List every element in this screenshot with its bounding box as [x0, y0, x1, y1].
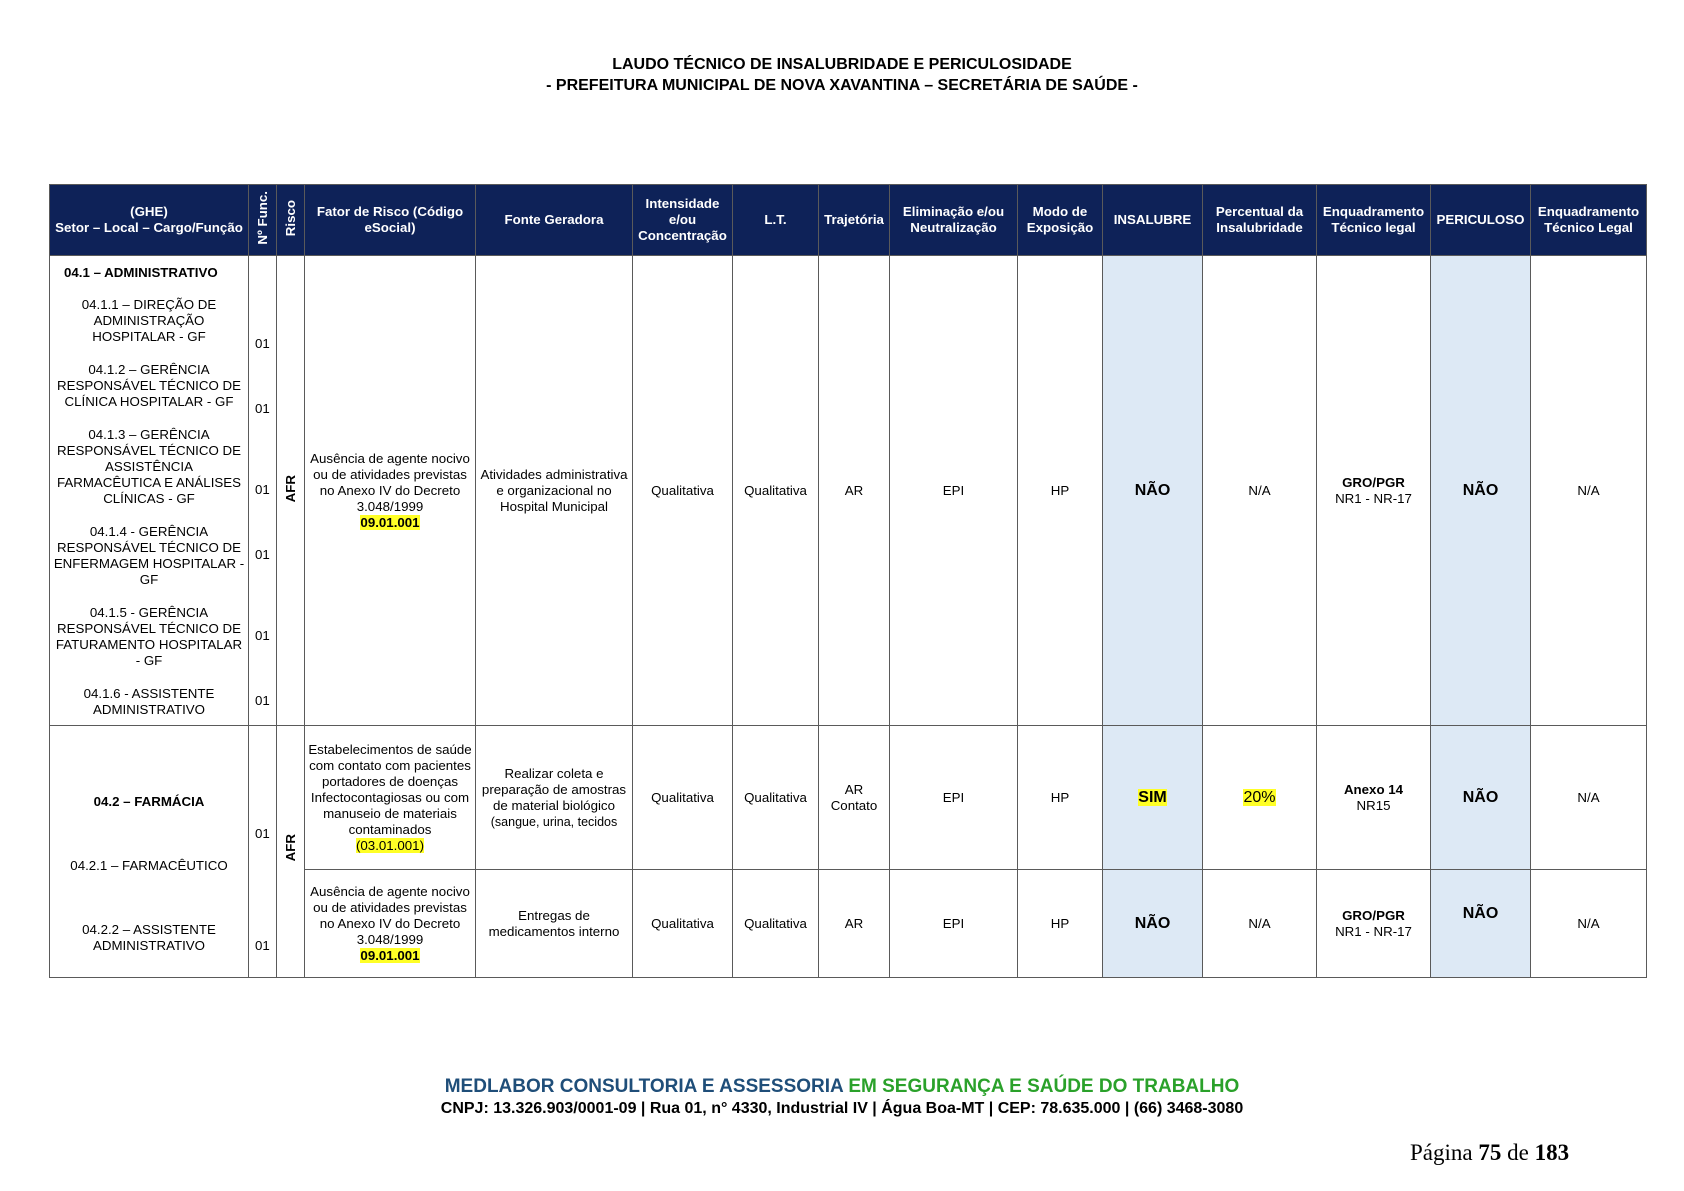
employee-count: 01	[255, 693, 270, 708]
periculoso-cell: NÃO	[1431, 726, 1531, 870]
col-eliminacao: Eliminação e/ou Neutralização	[890, 185, 1018, 256]
fator-cell	[305, 256, 476, 726]
page-current: 75	[1478, 1140, 1502, 1165]
col-fator: Fator de Risco (Código eSocial)	[305, 185, 476, 256]
intensidade-cell: Qualitativa	[633, 256, 733, 726]
insalubre-cell: NÃO	[1103, 870, 1203, 978]
job-title: 04.1.4 - GERÊNCIA RESPONSÁVEL TÉCNICO DE ENFERMAGEM HOSPITALAR - GF	[53, 523, 245, 587]
company-tagline: EM SEGURANÇA E SAÚDE DO TRABALHO	[848, 1076, 1240, 1097]
enquadramento-cell	[1317, 726, 1431, 870]
table-row	[50, 726, 1647, 870]
job-title: 04.1.1 – DIREÇÃO DE ADMINISTRAÇÃO HOSPITALAR - GF	[81, 296, 217, 344]
col-lt: L.T.	[733, 185, 819, 256]
employee-count: 01	[255, 826, 270, 841]
trajetoria-cell	[819, 726, 890, 870]
fator-text: Estabelecimentos de saúde com contato com pacientes portadores de doenças Infectocontagiosas ou com manuseio de materiais contaminados	[308, 741, 472, 837]
col-periculoso: PERICULOSO	[1431, 185, 1531, 256]
document-header	[0, 54, 1684, 96]
employee-count: 01	[255, 482, 270, 497]
sector-title: 04.2 – FARMÁCIA	[93, 794, 205, 809]
footer-company	[0, 1076, 1684, 1098]
col-nfunc: Nº Func.	[249, 185, 277, 256]
risk-code: AFR	[282, 834, 298, 862]
modo-cell: HP	[1018, 726, 1103, 870]
table-row	[50, 256, 1647, 726]
periculoso-cell: NÃO	[1431, 256, 1531, 726]
fonte-cell	[476, 726, 633, 870]
insalubre-value: SIM	[1138, 788, 1167, 806]
page-label: Página	[1410, 1140, 1473, 1165]
enquadramento-sub: NR15	[1356, 797, 1391, 813]
col-ghe: (GHE) Setor – Local – Cargo/Função	[50, 185, 249, 256]
fator-text: Ausência de agente nocivo ou de atividades previstas no Anexo IV do Decreto 3.048/1999	[310, 883, 470, 947]
col-insalubre: INSALUBRE	[1103, 185, 1203, 256]
eliminacao-cell: EPI	[890, 870, 1018, 978]
fator-cell	[305, 726, 476, 870]
fonte-cell: Entregas de medicamentos interno	[476, 870, 633, 978]
employee-count: 01	[255, 336, 270, 351]
col-trajetoria: Trajetória	[819, 185, 890, 256]
lt-cell: Qualitativa	[733, 870, 819, 978]
employee-count: 01	[255, 547, 270, 562]
col-percentual: Percentual da Insalubridade	[1203, 185, 1317, 256]
page-of: de	[1507, 1140, 1529, 1165]
footer-address: CNPJ: 13.326.903/0001-09 | Rua 01, n° 4330, Industrial IV | Água Boa-MT | CEP: 78.635.000 | (66) 3468-3080	[440, 1100, 1244, 1117]
risco-cell	[277, 256, 305, 726]
nfunc-cell	[249, 256, 277, 726]
esocial-code: 09.01.001	[360, 514, 420, 530]
fator-text: Ausência de agente nocivo ou de atividades previstas no Anexo IV do Decreto 3.048/1999	[310, 450, 470, 514]
col-enquadramento: Enquadramento Técnico legal	[1317, 185, 1431, 256]
enquadramento-legal-cell: N/A	[1531, 870, 1647, 978]
job-title: 04.2.2 – ASSISTENTE ADMINISTRATIVO	[82, 922, 216, 953]
modo-cell: HP	[1018, 870, 1103, 978]
enquadramento-sub: NR1 - NR-17	[1335, 923, 1412, 939]
col-enquadramento-legal: Enquadramento Técnico Legal	[1531, 185, 1647, 256]
job-title: 04.1.3 – GERÊNCIA RESPONSÁVEL TÉCNICO DE ASSISTÊNCIA FARMACÊUTICA E ANÁLISES CLÍNICAS - GF	[57, 426, 241, 506]
page-number	[1410, 1140, 1569, 1166]
document-title: LAUDO TÉCNICO DE INSALUBRIDADE E PERICULOSIDADE	[612, 56, 1072, 73]
fonte-detail: (sangue, urina, tecidos	[490, 814, 618, 829]
percentual-value: 20%	[1243, 788, 1276, 806]
esocial-code: 09.01.001	[360, 947, 420, 963]
enquadramento-main: GRO/PGR	[1342, 474, 1405, 490]
trajetoria-cell: AR	[819, 870, 890, 978]
enquadramento-main: GRO/PGR	[1342, 907, 1405, 923]
table-header-row	[50, 185, 1647, 256]
ghe-cell	[50, 726, 249, 978]
lt-cell: Qualitativa	[733, 726, 819, 870]
employee-count: 01	[255, 938, 270, 953]
eliminacao-cell: EPI	[890, 256, 1018, 726]
employee-count: 01	[255, 401, 270, 416]
insalubre-cell: NÃO	[1103, 256, 1203, 726]
fonte-text: Realizar coleta e preparação de amostras de material biológico	[481, 765, 627, 813]
enquadramento-cell	[1317, 256, 1431, 726]
col-modo: Modo de Exposição	[1018, 185, 1103, 256]
nfunc-cell	[249, 726, 277, 978]
fator-cell	[305, 870, 476, 978]
eliminacao-cell: EPI	[890, 726, 1018, 870]
percentual-cell: N/A	[1203, 256, 1317, 726]
enquadramento-cell	[1317, 870, 1431, 978]
employee-count: 01	[255, 628, 270, 643]
col-fonte: Fonte Geradora	[476, 185, 633, 256]
periculoso-cell: NÃO	[1431, 870, 1531, 978]
trajetoria-cell: AR	[819, 256, 890, 726]
intensidade-cell: Qualitativa	[633, 726, 733, 870]
enquadramento-sub: NR1 - NR-17	[1335, 490, 1412, 506]
insalubre-cell	[1103, 726, 1203, 870]
page-total: 183	[1534, 1140, 1570, 1165]
company-name: MEDLABOR CONSULTORIA E ASSESSORIA	[444, 1076, 844, 1097]
ghe-cell	[50, 256, 249, 726]
modo-cell: HP	[1018, 256, 1103, 726]
job-title: 04.1.5 - GERÊNCIA RESPONSÁVEL TÉCNICO DE FATURAMENTO HOSPITALAR - GF	[55, 604, 243, 668]
fonte-cell: Atividades administrativa e organizacional no Hospital Municipal	[476, 256, 633, 726]
trajetoria-main: AR	[844, 781, 864, 797]
percentual-cell	[1203, 726, 1317, 870]
job-title: 04.1.6 - ASSISTENTE ADMINISTRATIVO	[83, 685, 215, 717]
risk-assessment-table	[49, 184, 1647, 978]
lt-cell: Qualitativa	[733, 256, 819, 726]
col-risco: Risco	[277, 185, 305, 256]
esocial-code: (03.01.001)	[355, 837, 424, 853]
enquadramento-legal-cell: N/A	[1531, 256, 1647, 726]
enquadramento-main: Anexo 14	[1343, 781, 1404, 797]
risco-cell	[277, 726, 305, 978]
col-intensidade: Intensidade e/ou Concentração	[633, 185, 733, 256]
intensidade-cell: Qualitativa	[633, 870, 733, 978]
document-subtitle: - PREFEITURA MUNICIPAL DE NOVA XAVANTINA – SECRETÁRIA DE SAÚDE -	[546, 77, 1138, 94]
trajetoria-sub: Contato	[830, 797, 878, 813]
risk-code: AFR	[282, 474, 298, 503]
sector-title: 04.1 – ADMINISTRATIVO	[64, 264, 218, 280]
job-title: 04.1.2 – GERÊNCIA RESPONSÁVEL TÉCNICO DE CLÍNICA HOSPITALAR - GF	[57, 361, 241, 409]
enquadramento-legal-cell: N/A	[1531, 726, 1647, 870]
percentual-cell: N/A	[1203, 870, 1317, 978]
job-title: 04.2.1 – FARMACÊUTICO	[70, 858, 228, 873]
